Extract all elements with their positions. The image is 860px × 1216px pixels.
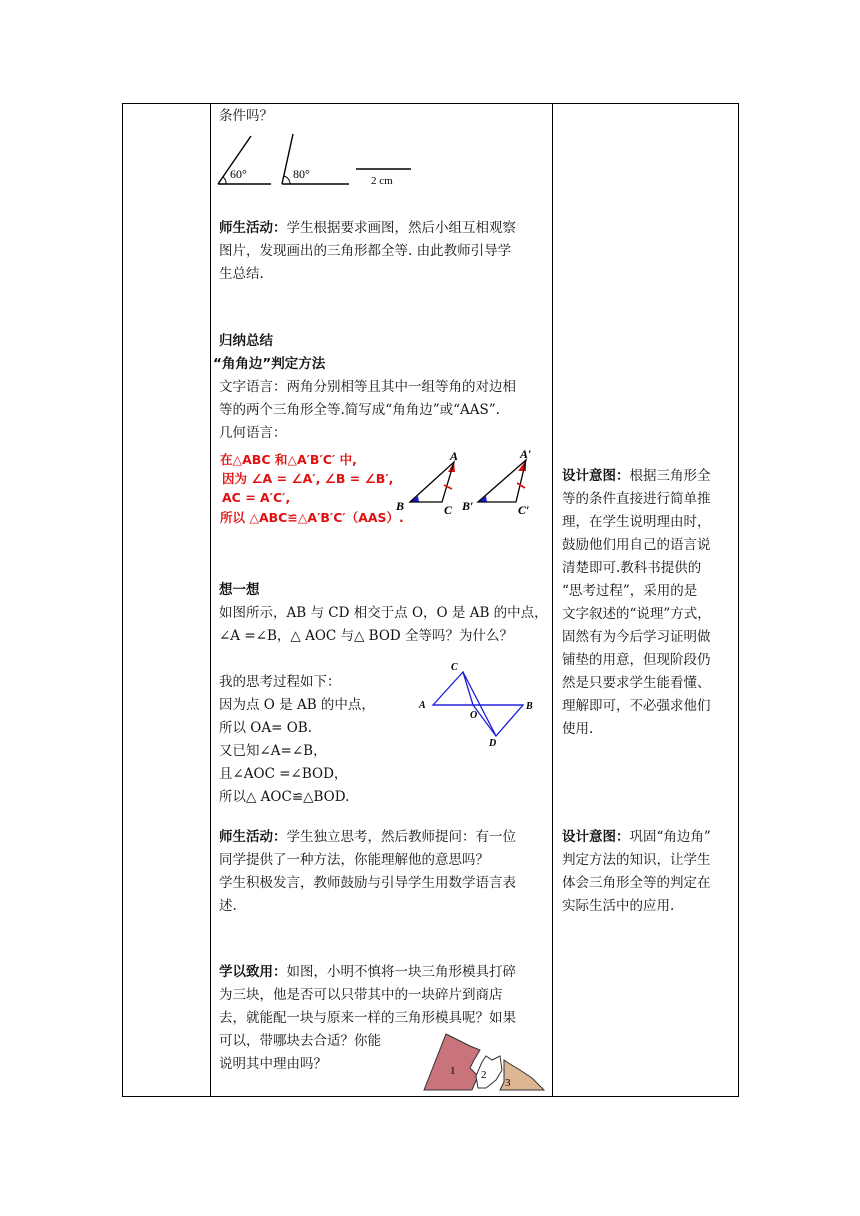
text-line: 等的两个三角形全等.简写成“角角边”或“AAS”. (219, 402, 500, 418)
angle-80-label: 80° (293, 167, 310, 181)
label-A-prime: A′ (520, 447, 532, 461)
text-line: 文字语言：两角分别相等且其中一组等角的对边相 (219, 379, 516, 395)
think-title: 想一想 (219, 582, 260, 598)
activity-2: 师生活动：学生独立思考，然后教师提问：有一位 (219, 829, 516, 845)
text-line: 去，就能配一块与原来一样的三角形模具呢？如果 (219, 1010, 516, 1026)
text-line: 说明其中理由吗？ (219, 1056, 327, 1072)
text-line: 因为点 O 是 AB 的中点， (219, 697, 375, 713)
text-line: 所以△ AOC≌△BOD. (219, 789, 350, 805)
text-line: 固然有为今后学习证明做 (562, 629, 711, 645)
summary-title: 归纳总结 (219, 333, 273, 349)
piece-1-icon (424, 1034, 480, 1090)
text-line: 可以，带哪块去合适？你能 (219, 1033, 381, 1049)
text-line: 文字叙述的“说理”方式， (562, 606, 711, 622)
piece-3-label: 3 (505, 1077, 511, 1089)
text-line: 条件吗？ (219, 108, 273, 124)
label-C: C (451, 662, 458, 673)
piece-2-label: 2 (481, 1069, 487, 1081)
text-line: “思考过程”，采用的是 (562, 583, 698, 599)
text-line: 述. (219, 898, 237, 914)
table-bottom-border (122, 1096, 738, 1097)
piece-1-label: 1 (450, 1065, 456, 1077)
label-B: B (526, 701, 533, 712)
text-line: 体会三角形全等的判定在 (562, 875, 711, 891)
text-line: 鼓励他们用自己的语言说 (562, 537, 711, 553)
table-col-border-1 (122, 103, 123, 1097)
text-line: 所以 OA= OB. (219, 720, 312, 736)
text-line: 铺垫的用意，但现阶段仍 (562, 652, 711, 668)
label-D: D (489, 738, 497, 748)
angle-60-icon (218, 136, 271, 184)
label-B: B (396, 499, 405, 513)
text-line: 同学提供了一种方法，你能理解他的意思吗？ (219, 852, 489, 868)
text-line: 然是只要求学生能看懂、 (562, 675, 711, 691)
triangle-abc-icon (395, 449, 458, 517)
design-intent-2: 设计意图：巩固“角边角” (562, 829, 711, 845)
label-B-prime: B′ (462, 499, 474, 513)
bowtie-figure (415, 660, 540, 748)
red-line: 在△ABC 和△A′B′C′ 中, (220, 452, 357, 467)
text-line: 理，在学生说明理由时， (562, 514, 711, 530)
text-line: 实际生活中的应用. (562, 898, 675, 914)
segment-label: 2 cm (371, 175, 393, 187)
angle-figure (215, 130, 415, 190)
table-top-border (122, 103, 738, 104)
activity-1: 师生活动：学生根据要求画图，然后小组互相观察 (219, 220, 516, 236)
text-line: ∠A =∠B，△ AOC 与△ BOD 全等吗？为什么？ (219, 628, 514, 644)
text-line: 我的思考过程如下： (219, 674, 341, 690)
piece-2-icon (476, 1056, 502, 1088)
triangles-icon (392, 444, 550, 524)
text-line: 又已知∠A=∠B， (219, 743, 327, 759)
text-line: 判定方法的知识，让学生 (562, 852, 711, 868)
text-line: 为三块，他是否可以只带其中的一块碎片到商店 (219, 987, 503, 1003)
table-col-border-3 (552, 103, 553, 1097)
summary-subtitle: “角角边”判定方法 (213, 356, 326, 372)
design-intent-1: 设计意图：根据三角形全 (562, 468, 711, 484)
label-O: O (470, 710, 478, 721)
broken-triangle-figure (420, 1030, 548, 1092)
label-A: A (450, 449, 459, 463)
geometry-statement-figure (216, 444, 550, 528)
triangle-a1b1c1-icon (461, 447, 531, 517)
red-line: AC = A′C′, (222, 490, 291, 505)
table-col-border-4 (738, 103, 739, 1097)
text-line: 生总结. (219, 266, 264, 282)
table-col-border-2 (210, 103, 211, 1097)
text-line: 学生积极发言，教师鼓励与引导学生用数学语言表 (219, 875, 516, 891)
text-line: 使用. (562, 721, 594, 737)
apply-question: 学以致用：如图，小明不慎将一块三角形模具打碎 (219, 964, 516, 980)
segment-icon (356, 169, 411, 187)
label-A: A (419, 700, 426, 711)
red-line: 所以 △ABC≌△A′B′C′（AAS）. (220, 510, 404, 525)
text-line: 理解即可，不必强求他们 (562, 698, 711, 714)
angle-60-label: 60° (230, 167, 247, 181)
red-line: 因为 ∠A = ∠A′, ∠B = ∠B′, (222, 471, 394, 486)
text-line: 几何语言： (219, 425, 287, 441)
angle-80-icon (282, 134, 349, 184)
label-C: C (444, 503, 453, 517)
text-line: 且∠AOC =∠BOD， (219, 766, 348, 782)
label-C-prime: C′ (518, 503, 530, 517)
text-line: 等的条件直接进行简单推 (562, 491, 711, 507)
text-line: 图片，发现画出的三角形都全等. 由此教师引导学 (219, 243, 512, 259)
text-line: 如图所示，AB 与 CD 相交于点 O，O 是 AB 的中点， (219, 605, 548, 621)
text-line: 清楚即可.教科书提供的 (562, 560, 702, 576)
